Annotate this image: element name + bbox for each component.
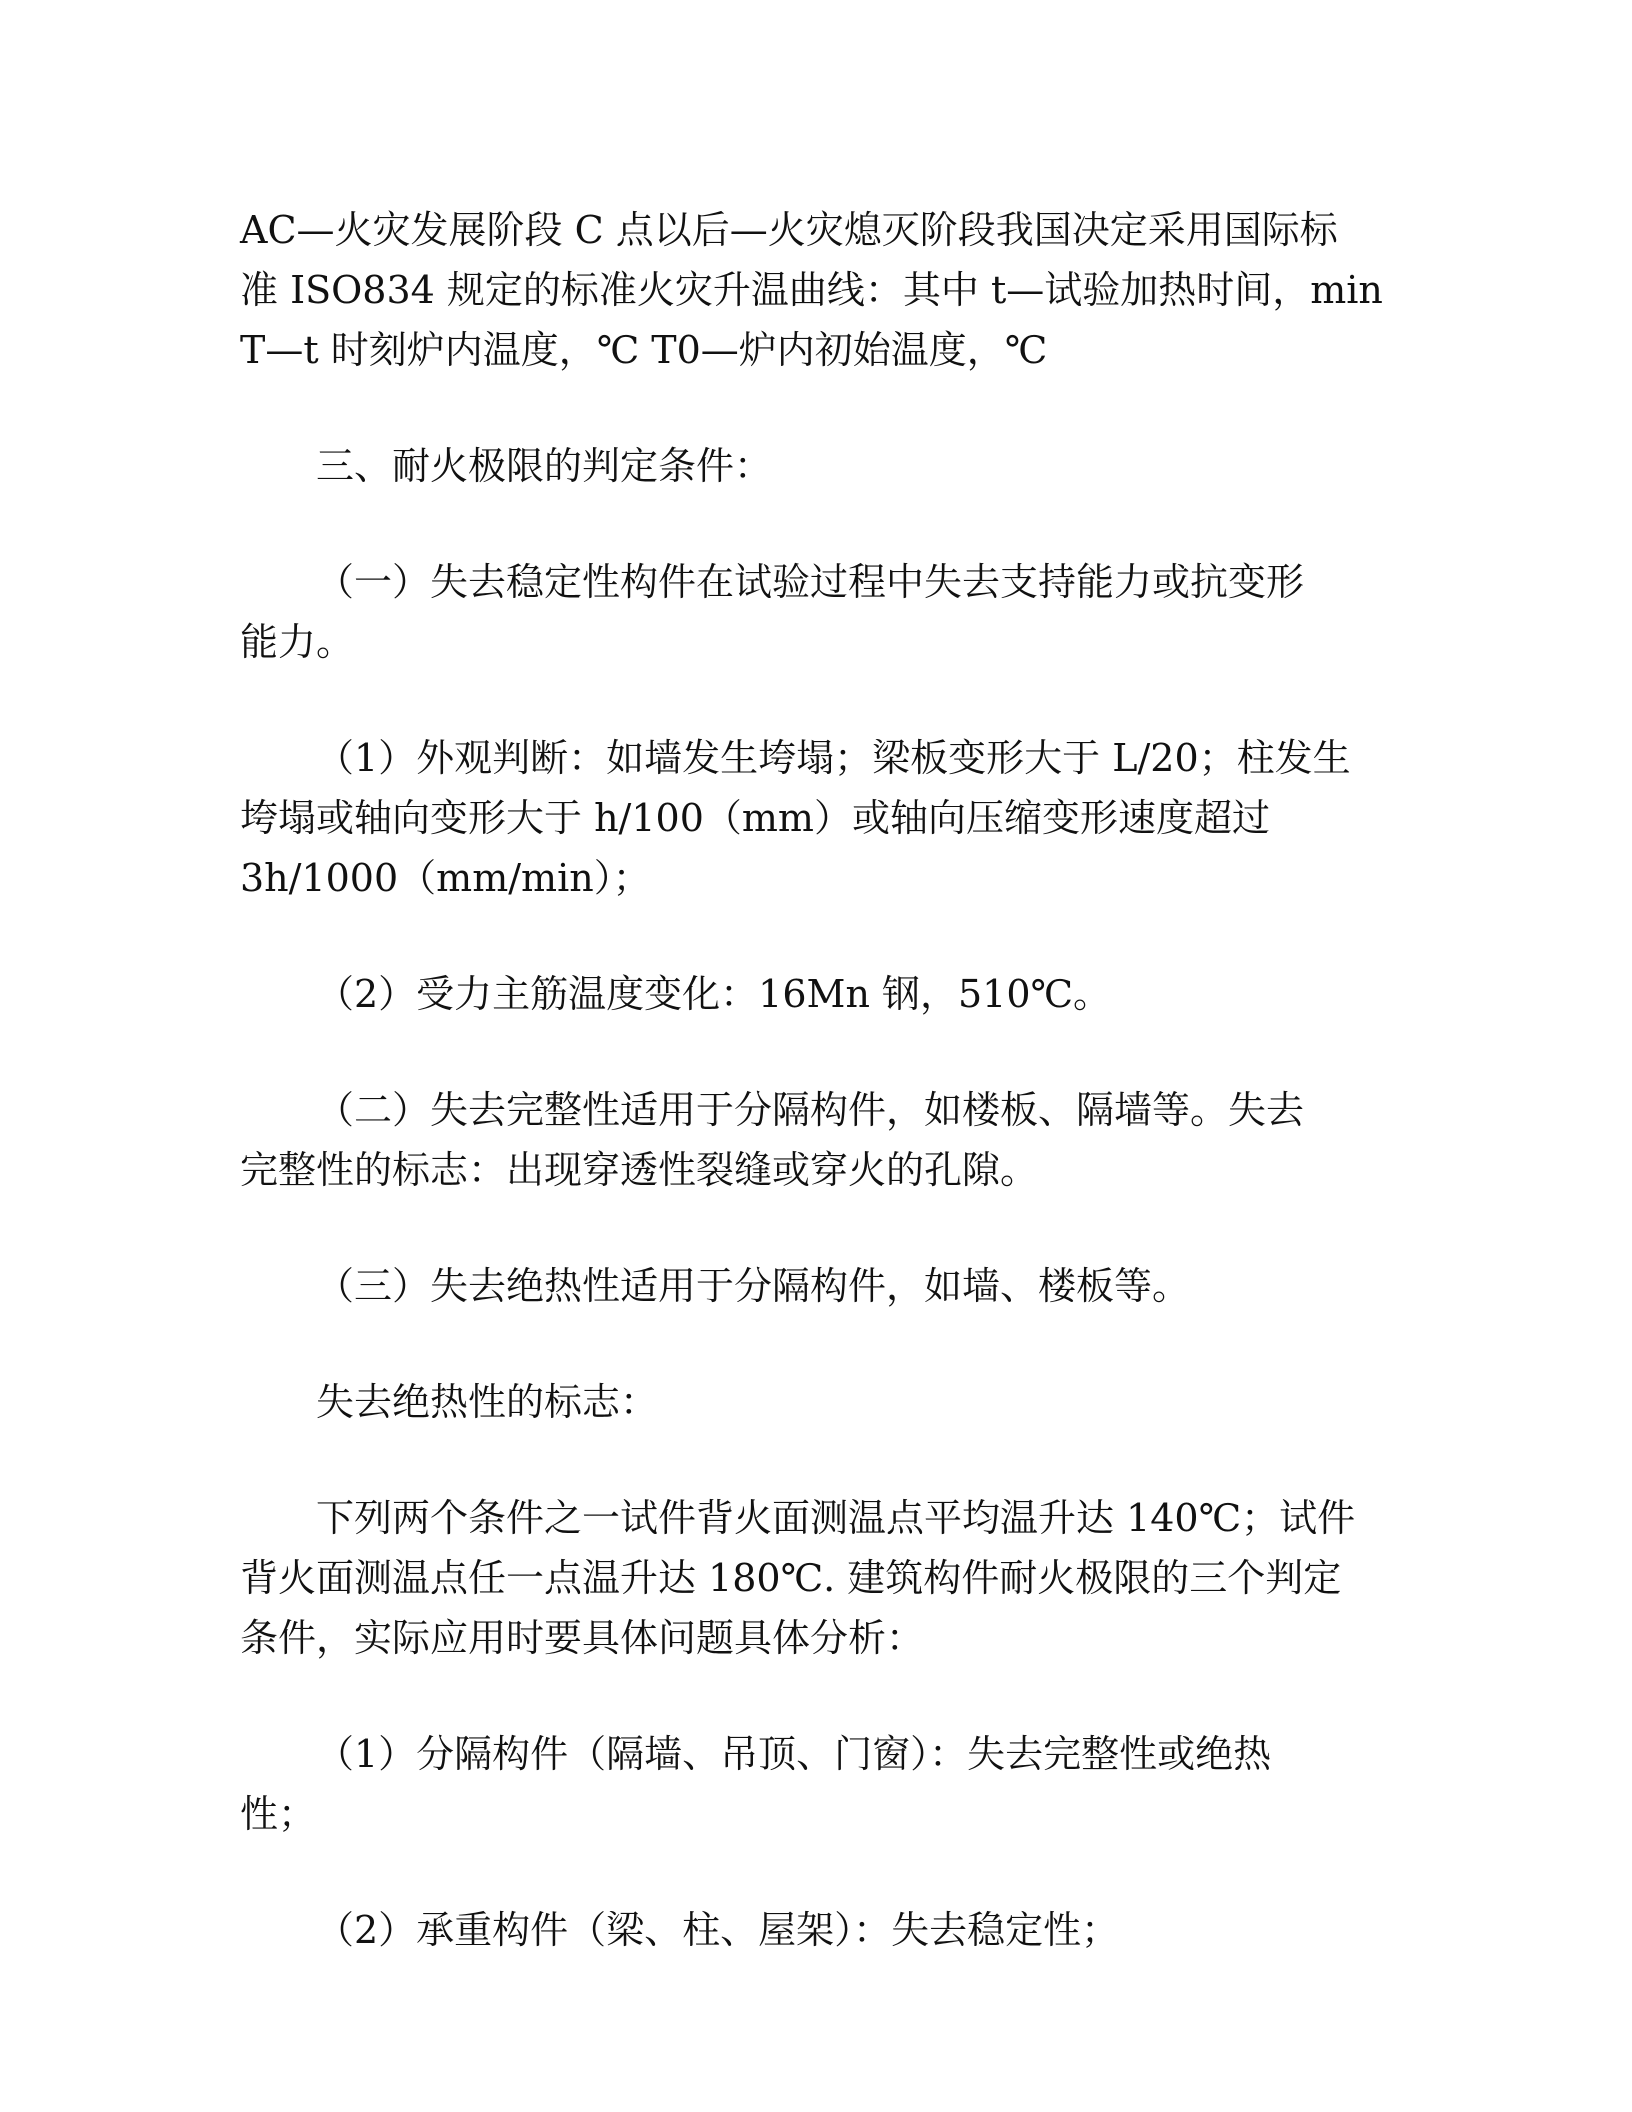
line: 能力。 bbox=[240, 620, 355, 664]
paragraph-fire-stages bbox=[240, 200, 1400, 380]
line: （1）外观判断：如墙发生垮塌；梁板变形大于 L/20；柱发生 bbox=[316, 736, 1351, 780]
line: （2）受力主筋温度变化：16Mn 钢，510℃。 bbox=[316, 972, 1112, 1016]
line: AC—火灾发展阶段 C 点以后—火灾熄灭阶段我国决定采用国际标 bbox=[240, 208, 1338, 252]
paragraph-separating-members bbox=[240, 1724, 1400, 1844]
paragraph-integrity-loss bbox=[240, 1080, 1400, 1200]
line: 3h/1000（mm/min）； bbox=[240, 856, 651, 900]
section-heading-criteria bbox=[240, 436, 1400, 496]
document-page bbox=[240, 200, 1400, 1960]
line: 背火面测温点任一点温升达 180℃. 建筑构件耐火极限的三个判定 bbox=[240, 1556, 1342, 1600]
paragraph-insulation-loss bbox=[240, 1256, 1400, 1316]
line: （二）失去完整性适用于分隔构件，如楼板、隔墙等。失去 bbox=[316, 1088, 1305, 1132]
line: （一）失去稳定性构件在试验过程中失去支持能力或抗变形 bbox=[316, 560, 1305, 604]
paragraph-appearance-judgement bbox=[240, 728, 1400, 908]
line: （1）分隔构件（隔墙、吊顶、门窗）：失去完整性或绝热 bbox=[316, 1732, 1272, 1776]
paragraph-two-conditions bbox=[240, 1488, 1400, 1668]
line: 条件，实际应用时要具体问题具体分析： bbox=[240, 1616, 925, 1660]
paragraph-stability-loss bbox=[240, 552, 1400, 672]
line: （2）承重构件（梁、柱、屋架）：失去稳定性； bbox=[316, 1908, 1120, 1952]
line: 下列两个条件之一试件背火面测温点平均温升达 140℃；试件 bbox=[316, 1496, 1356, 1540]
paragraph-insulation-sign bbox=[240, 1372, 1400, 1432]
line: 垮塌或轴向变形大于 h/100（mm）或轴向压缩变形速度超过 bbox=[240, 796, 1270, 840]
line: 准 ISO834 规定的标准火灾升温曲线：其中 t—试验加热时间，min bbox=[240, 268, 1383, 312]
line: 三、耐火极限的判定条件： bbox=[316, 444, 773, 488]
line: 失去绝热性的标志： bbox=[316, 1380, 659, 1424]
line: 完整性的标志：出现穿透性裂缝或穿火的孔隙。 bbox=[240, 1148, 1039, 1192]
line: 性； bbox=[240, 1792, 317, 1836]
paragraph-rebar-temperature bbox=[240, 964, 1400, 1024]
line: （三）失去绝热性适用于分隔构件，如墙、楼板等。 bbox=[316, 1264, 1191, 1308]
paragraph-load-bearing-members bbox=[240, 1900, 1400, 1960]
line: T—t 时刻炉内温度，℃ T0—炉内初始温度，℃ bbox=[240, 328, 1048, 372]
